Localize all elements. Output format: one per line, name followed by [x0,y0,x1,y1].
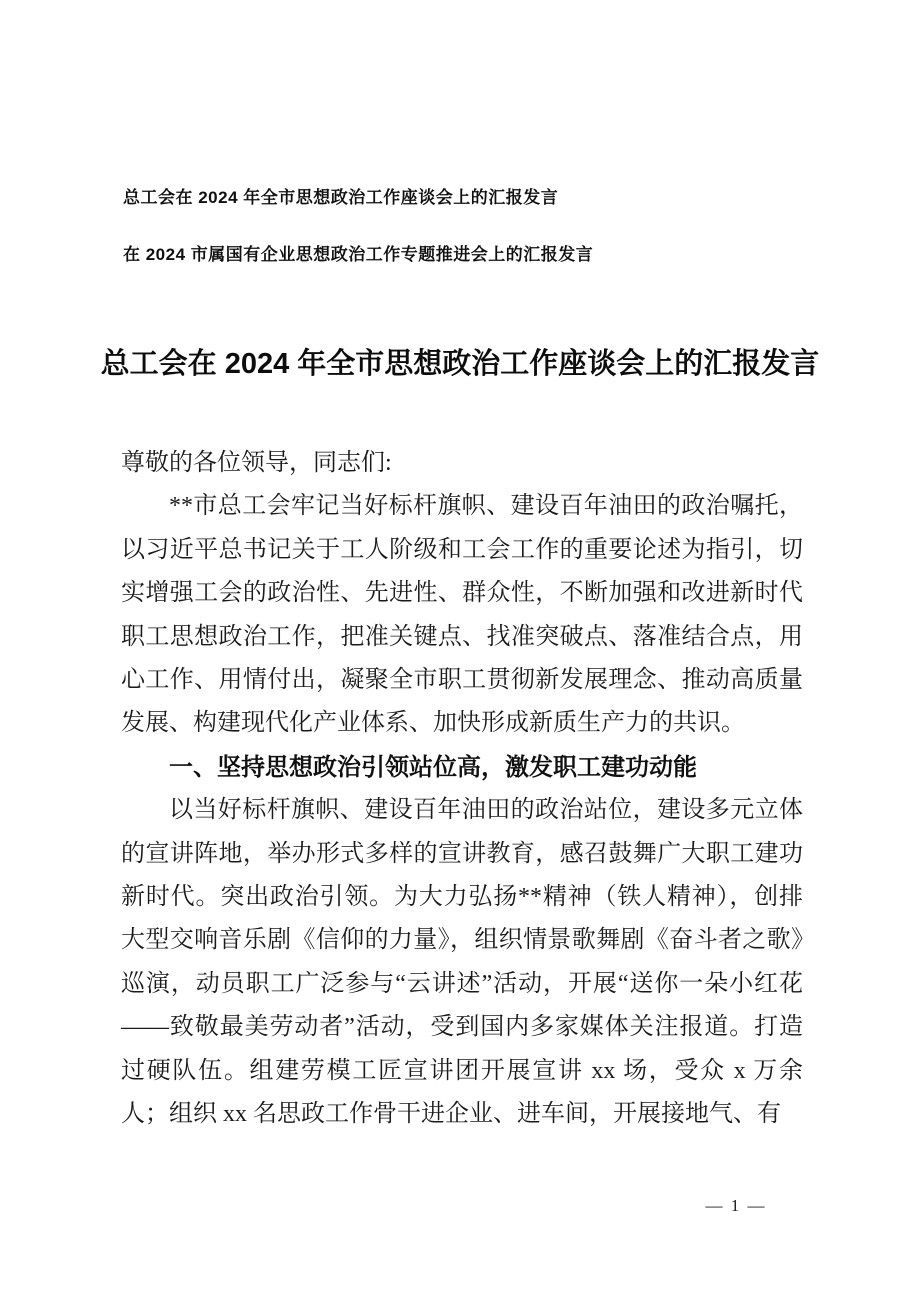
section-heading-1: 一、坚持思想政治引领站位高，激发职工建功动能 [169,753,697,781]
page-number: — 1 — [705,1196,767,1215]
document-title: 总工会在 2024 年全市思想政治工作座谈会上的汇报发言 [100,348,820,380]
section-1-paragraph: 以当好标杆旗帜、建设百年油田的政治站位，建设多元立体的宣讲阵地，举办形式多样的宣讲教育，感召鼓舞广大职工建功新时代。突出政治引领。为大力弘扬**精神（铁人精神），创排大型交响音乐剧《信仰的力量》，组织情景歌舞剧《奋斗者之歌》巡演，动员职工广泛参与“云讲述”活动，开展“送你一朵小红花——致敬最美劳动者”活动，受到国内多家媒体关注报道。打造过硬队伍。组建劳模工匠宣讲团开展宣讲 xx 场，受众 x 万余人；组织 xx 名思政工作骨干进企业、进车间，开展接地气、有 [121,797,803,1128]
reference-title-1: 总工会在 2024 年全市思想政治工作座谈会上的汇报发言 [123,188,559,207]
reference-title-2: 在 2024 市属国有企业思想政治工作专题推进会上的汇报发言 [123,245,594,264]
document-body [121,442,803,1137]
intro-paragraph: **市总工会牢记当好标杆旗帜、建设百年油田的政治嘱托，以习近平总书记关于工人阶级和工会工作的重要论述为指引，切实增强工会的政治性、先进性、群众性，不断加强和改进新时代职工思想政治工作，把准关键点、找准突破点、落准结合点，用心工作、用情付出，凝聚全市职工贯彻新发展理念、推动高质量发展、构建现代化产业体系、加快形成新质生产力的共识。 [121,493,803,737]
document-reference-list [123,183,813,297]
salutation-line: 尊敬的各位领导，同志们: [121,450,392,476]
